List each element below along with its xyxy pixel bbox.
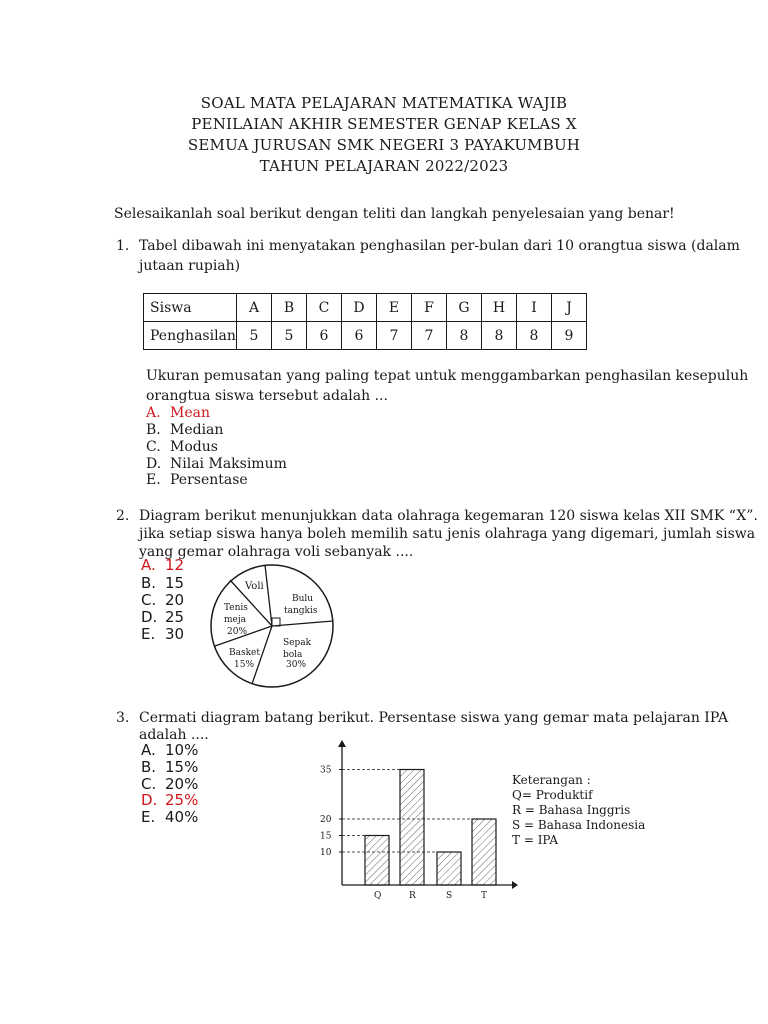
q2-text-line3: yang gemar olahraga voli sebanyak ....: [139, 544, 414, 560]
table-cell: J: [552, 294, 587, 322]
table-cell: 5: [272, 322, 307, 350]
q1-option-e[interactable]: [146, 472, 248, 488]
option-text: Mean: [170, 405, 210, 421]
option-text: 20%: [165, 775, 199, 793]
bar-S: [437, 852, 461, 885]
table-cell: 6: [342, 322, 377, 350]
q3-option-a[interactable]: [141, 741, 198, 759]
table-cell: 9: [552, 322, 587, 350]
table-cell: 8: [447, 322, 482, 350]
pie-label-sepak-pct: 30%: [286, 660, 307, 670]
q3-option-b[interactable]: [141, 758, 198, 776]
q3-text-line2: adalah ....: [139, 727, 209, 743]
pie-label-basket-pct: 15%: [234, 660, 255, 670]
legend-t: T = IPA: [512, 833, 559, 847]
option-text: 10%: [165, 741, 199, 759]
y-axis-arrow: [338, 740, 346, 747]
q3-number: 3.: [116, 710, 130, 726]
bar-Q: [365, 836, 389, 886]
table-row-income: [144, 322, 587, 350]
y-tick-label: 10: [320, 848, 332, 858]
legend-s: S = Bahasa Indonesia: [512, 818, 646, 832]
legend-q: Q= Produktif: [512, 788, 593, 802]
pie-label-bola: bola: [283, 650, 303, 660]
pie-label-basket: Basket: [229, 648, 260, 658]
option-text: 40%: [165, 808, 199, 826]
x-tick-label: R: [409, 891, 416, 901]
subject-bar-chart: [300, 735, 530, 905]
q2-option-d[interactable]: [141, 608, 184, 626]
option-letter: A.: [141, 556, 156, 574]
table-cell: E: [377, 294, 412, 322]
q1-option-b[interactable]: [146, 422, 223, 438]
q2-text-line2: jika setiap siswa hanya boleh memilih satu jenis olahraga yang digemari, jumlah siswa: [139, 526, 756, 542]
y-tick-label: 15: [320, 831, 332, 842]
option-letter: B.: [146, 422, 161, 438]
instruction: Selesaikanlah soal berikut dengan teliti dan langkah penyelesaian yang benar!: [114, 206, 675, 222]
pie-label-tenis: Tenis: [224, 603, 248, 613]
table-header-students: Siswa: [144, 294, 237, 322]
option-text: 25%: [165, 791, 199, 809]
pie-label-tangkis: tangkis: [284, 606, 318, 616]
sports-pie-chart: [200, 560, 350, 700]
q3-text-line1: Cermati diagram batang berikut. Persentase siswa yang gemar mata pelajaran IPA: [139, 710, 729, 726]
option-letter: A.: [146, 405, 161, 421]
table-cell: 7: [377, 322, 412, 350]
q1-option-a[interactable]: [146, 405, 210, 421]
table-cell: G: [447, 294, 482, 322]
x-tick-label: Q: [374, 891, 382, 901]
x-axis-arrow: [512, 881, 518, 889]
pie-label-bulu: Bulu: [292, 594, 314, 604]
option-text: 15%: [165, 758, 199, 776]
q2-option-a[interactable]: [141, 556, 184, 574]
y-tick-label: 35: [320, 765, 332, 776]
table-cell: 7: [412, 322, 447, 350]
y-tick-label: 20: [320, 815, 332, 825]
pie-label-voli: Voli: [245, 581, 264, 592]
q1-option-c[interactable]: [146, 439, 218, 455]
q2-text-line1: Diagram berikut menunjukkan data olahraga kegemaran 120 siswa kelas XII SMK “X”.: [139, 508, 758, 524]
q1-number: 1.: [116, 238, 130, 254]
x-tick-label: T: [481, 891, 488, 901]
pie-label-tenis-pct: 20%: [227, 627, 248, 637]
option-text: 30: [165, 625, 185, 643]
option-letter: C.: [141, 591, 157, 609]
table-header-income: Penghasilan: [144, 322, 237, 350]
income-table: [143, 293, 587, 350]
option-letter: C.: [141, 775, 157, 793]
option-text: Nilai Maksimum: [170, 456, 287, 472]
table-cell: 6: [307, 322, 342, 350]
pie-label-sepak: Sepak: [283, 638, 312, 648]
table-cell: C: [307, 294, 342, 322]
q1-text-line1: Tabel dibawah ini menyatakan penghasilan per-bulan dari 10 orangtua siswa (dalam: [139, 238, 740, 254]
table-cell: F: [412, 294, 447, 322]
bar-R: [400, 770, 424, 886]
table-cell: 8: [482, 322, 517, 350]
table-row-students: [144, 294, 587, 322]
table-cell: I: [517, 294, 552, 322]
option-letter: E.: [146, 472, 161, 488]
q1-text-line2: jutaan rupiah): [139, 258, 241, 274]
q1-option-d[interactable]: [146, 456, 287, 472]
option-letter: B.: [141, 574, 157, 592]
option-text: Median: [170, 422, 224, 438]
table-cell: H: [482, 294, 517, 322]
option-letter: D.: [146, 456, 162, 472]
option-text: 25: [165, 608, 185, 626]
legend-box: [512, 773, 645, 848]
option-letter: C.: [146, 439, 161, 455]
title-line-4: TAHUN PELAJARAN 2022/2023: [259, 157, 509, 175]
table-cell: B: [272, 294, 307, 322]
option-text: 20: [165, 591, 185, 609]
q2-number: 2.: [116, 508, 130, 524]
q1-question-line1: Ukuran pemusatan yang paling tepat untuk menggambarkan penghasilan kesepuluh: [146, 368, 749, 384]
option-letter: E.: [141, 808, 156, 826]
x-tick-label: S: [446, 891, 453, 901]
table-cell: 8: [517, 322, 552, 350]
option-letter: B.: [141, 758, 157, 776]
q2-option-e[interactable]: [141, 625, 184, 643]
title-line-1: SOAL MATA PELAJARAN MATEMATIKA WAJIB: [200, 94, 568, 112]
option-letter: D.: [141, 791, 158, 809]
option-letter: E.: [141, 625, 156, 643]
option-text: 12: [165, 556, 185, 574]
option-text: 15: [165, 574, 185, 592]
q2-option-c[interactable]: [141, 591, 184, 609]
pie-label-meja: meja: [224, 615, 247, 625]
option-letter: A.: [141, 741, 156, 759]
option-letter: D.: [141, 608, 158, 626]
title-line-2: PENILAIAN AKHIR SEMESTER GENAP KELAS X: [191, 115, 577, 133]
bar-T: [472, 819, 496, 885]
option-text: Modus: [170, 439, 218, 455]
table-cell: A: [237, 294, 272, 322]
title-line-3: SEMUA JURUSAN SMK NEGERI 3 PAYAKUMBUH: [187, 136, 581, 154]
table-cell: 5: [237, 322, 272, 350]
option-text: Persentase: [170, 472, 248, 488]
table-cell: D: [342, 294, 377, 322]
q2-option-b[interactable]: [141, 574, 184, 592]
legend-r: R = Bahasa Inggris: [512, 803, 631, 817]
q1-question-line2: orangtua siswa tersebut adalah ...: [146, 388, 388, 404]
q3-option-e[interactable]: [141, 808, 198, 826]
q3-option-d[interactable]: [141, 791, 198, 809]
legend-title: Keterangan :: [512, 773, 591, 787]
